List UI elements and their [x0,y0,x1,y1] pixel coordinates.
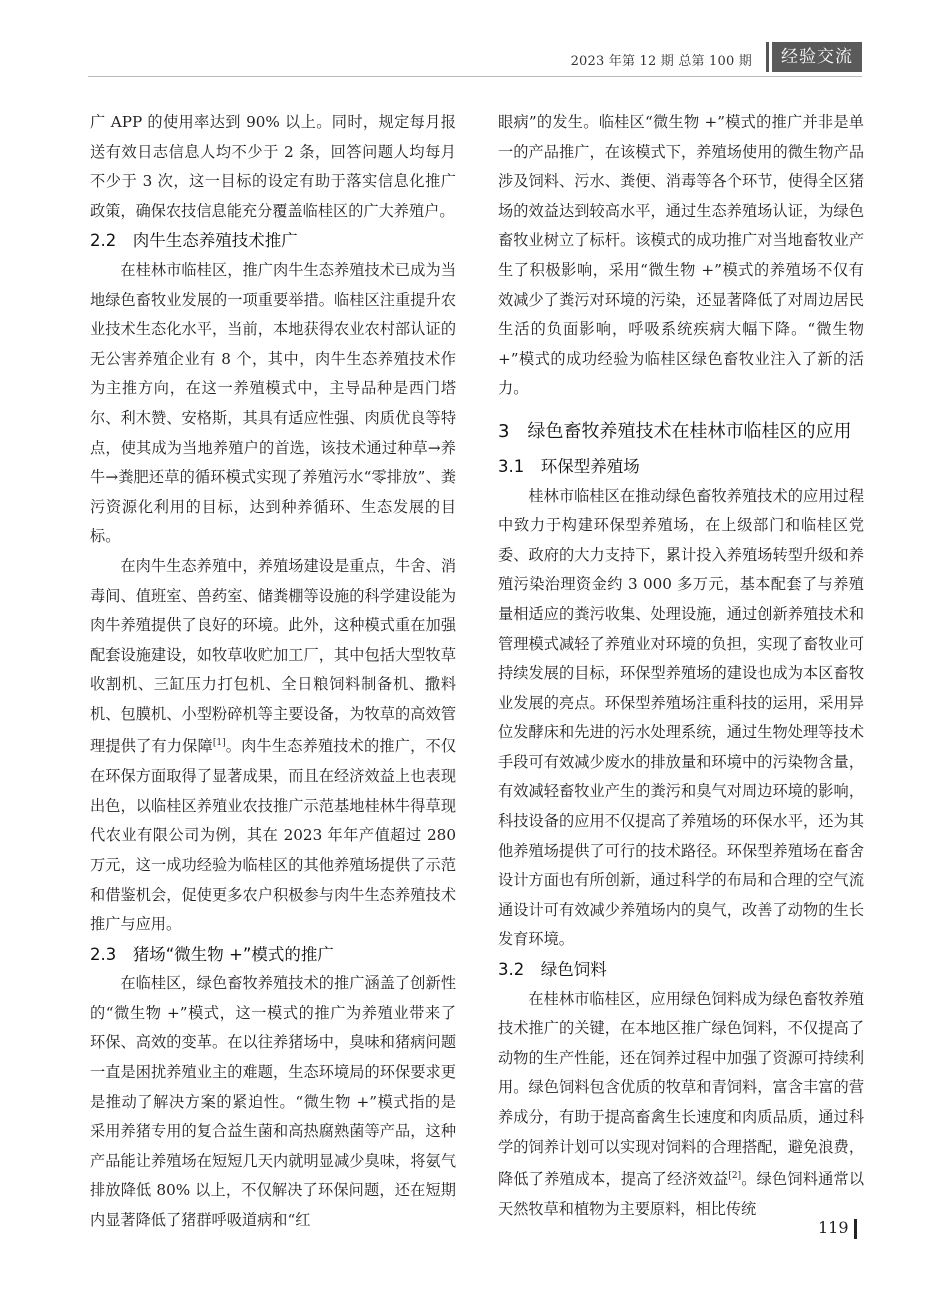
citation-ref-2: [2] [728,1171,742,1182]
right-column [498,108,864,1224]
paragraph: 广 APP 的使用率达到 90% 以上。同时，规定每月报送有效日志信息人均不少于 2 条，回答问题人均每月不少于 3 次，这一目标的设定有助于落实信息化推广政策，确保农技信息能充分覆盖临桂区的广大养殖户。 [90,113,456,220]
left-column [90,108,456,1236]
section-heading-2-2: 2.2 肉牛生态养殖技术推广 [90,231,298,251]
paragraph: 眼病”的发生。临桂区“微生物 +”模式的推广并非是单一的产品推广，在该模式下，养殖场使用的微生物产品涉及饲料、污水、粪便、消毒等各个环节，使得全区猪场的效益达到较高水平，通过生态养殖场认证，为绿色畜牧业树立了标杆。该模式的成功推广对当地畜牧业产生了积极影响，采用“微生物 +”模式的养殖场不仅有效减少了粪污对环境的污染，还显著降低了对周边居民生活的负面影响，呼吸系统疾病大幅下降。“微生物 +”模式的成功经验为临桂区绿色畜牧业注入了新的活力。 [498,113,864,398]
section-heading-3-1: 3.1 环保型养殖场 [498,456,640,476]
section-heading-2-3: 2.3 猪场“微生物 +”模式的推广 [90,944,334,964]
issue-info: 2023 年第 12 期 总第 100 期 [570,54,752,69]
paragraph [90,552,456,940]
paragraph-text: 。绿色饲料通常以天然牧草和植物为主要原料，相比传统 [498,1170,865,1218]
paragraph-text: 在桂林市临桂区，应用绿色饲料成为绿色畜牧养殖技术推广的关键，在本地区推广绿色饲料，不仅提高了动物的生产性能，还在饲养过程中加强了资源可持续利用。绿色饲料包含优质的牧草和青饲料，富含丰富的营养成分，有助于提高畜禽生长速度和肉质品质，通过科学的饲养计划可以实现对饲料的合理搭配，避免浪费，降低了养殖成本，提高了经济效益 [498,989,864,1189]
page-header [0,40,950,74]
page-number-bar [854,1219,857,1239]
paragraph-text: 在肉牛生态养殖中，养殖场建设是重点，牛舍、消毒间、值班室、兽药室、储粪棚等设施的科学建设能为肉牛养殖提供了良好的环境。此外，这种模式重在加强配套设施建设，如牧草收贮加工厂，其中包括大型牧草收割机、三缸压力打包机、全日粮饲料制备机、撒料机、包膜机、小型粉碎机等主要设备，为牧草的高效管理提供了有力保障 [90,556,456,756]
section-label: 经验交流 [772,42,862,72]
paragraph: 桂林市临桂区在推动绿色畜牧养殖技术的应用过程中致力于构建环保型养殖场，在上级部门和临桂区党委、政府的大力支持下，累计投入养殖场转型升级和养殖污染治理资金约 3 000 多万元，基本配套了与养殖量相适应的粪污收集、处理设施，通过创新养殖技术和管理模式减轻了养殖业对环境的负担，实现了畜牧业可持续发展的目标，环保型养殖场的建设也成为本区畜牧业发展的亮点。环保型养殖场注重科技的运用，采用异位发酵床和先进的污水处理系统，通过生物处理等技术手段可有效减少废水的排放量和环境中的污染物含量，有效减轻畜牧业产生的粪污和臭气对周边环境的影响，科技设备的应用不仅提高了养殖场的环保水平，还为其他养殖场提供了可行的技术路径。环保型养殖场在畜舍设计方面也有所创新，通过科学的布局和合理的空气流通设计可有效减少养殖场内的臭气，改善了动物的生长发育环境。 [498,486,864,949]
header-rule [88,76,862,77]
header-divider [766,42,769,72]
section-heading-3-2: 3.2 绿色饲料 [498,960,607,980]
paragraph [498,985,864,1225]
citation-ref-1: [1] [212,738,226,749]
page-number: 119 [818,1218,849,1237]
paragraph-text: 。肉牛生态养殖技术的推广，不仅在环保方面取得了显著成果，而且在经济效益上也表现出色，以临桂区养殖业农技推广示范基地桂林牛得草现代农业有限公司为例，其在 2023 年年产值超过 280 万元，这一成功经验为临桂区的其他养殖场提供了示范和借鉴机会，促使更多农户积极参与肉牛生态养殖技术推广与应用。 [90,737,457,934]
paragraph: 在桂林市临桂区，推广肉牛生态养殖技术已成为当地绿色畜牧业发展的一项重要举措。临桂区注重提升农业技术生态化水平，当前，本地获得农业农村部认证的无公害养殖企业有 8 个，其中，肉牛生态养殖技术作为主推方向，在这一养殖模式中，主导品种是西门塔尔、利木赞、安格斯，其具有适应性强、肉质优良等特点，使其成为当地养殖户的首选，该技术通过种草→养牛→粪肥还草的循环模式实现了养殖污水“零排放”、粪污资源化利用的目标，达到种养循环、生态发展的目标。 [90,260,456,546]
section-heading-3: 3 绿色畜牧养殖技术在桂林市临桂区的应用 [498,420,852,442]
paragraph: 在临桂区，绿色畜牧养殖技术的推广涵盖了创新性的“微生物 +”模式，这一模式的推广为养殖业带来了环保、高效的变革。在以往养猪场中，臭味和猪病问题一直是困扰养殖业主的难题，生态环境局的环保要求更是推动了解决方案的紧迫性。“微生物 +”模式指的是采用养猪专用的复合益生菌和高热腐熟菌等产品，这种产品能让养殖场在短短几天内就明显减少臭味，将氨气排放降低 80% 以上，不仅解决了环保问题，还在短期内显著降低了猪群呼吸道病和“红 [90,974,456,1230]
